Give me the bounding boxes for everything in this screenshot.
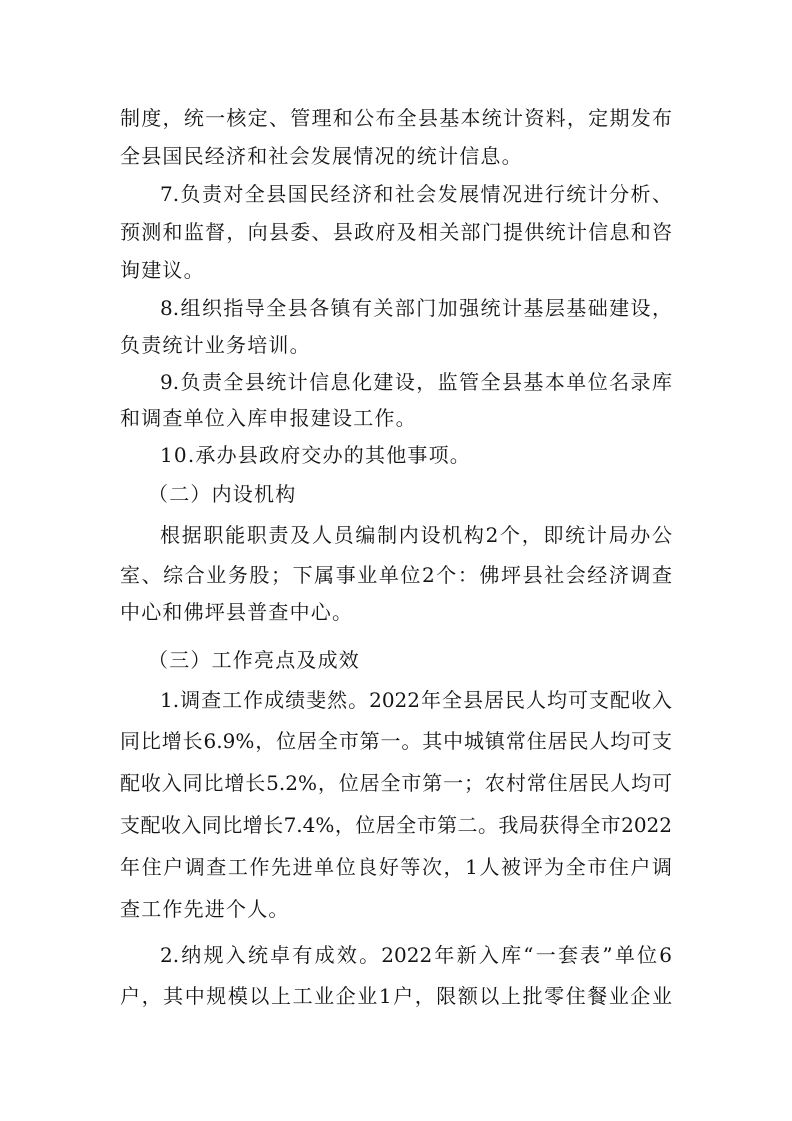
text-line: 负责统计业务培训。 [120, 333, 311, 357]
text-line: 全县国民经济和社会发展情况的统计信息。 [120, 144, 523, 168]
text-line: 配收入同比增长5.2%，位居全市第一；农村常住居民人均可 [120, 771, 672, 795]
text-line: 7.负责对全县国民经济和社会发展情况进行统计分析、 [160, 182, 672, 206]
text-line: 支配收入同比增长7.4%，位居全市第二。我局获得全市2022 [120, 813, 672, 837]
text-line: 询建议。 [120, 258, 205, 282]
section-heading: （二）内设机构 [148, 482, 297, 506]
section-heading: （三）工作亮点及成效 [148, 648, 360, 672]
text-line: 制度，统一核定、管理和公布全县基本统计资料，定期发布 [120, 106, 672, 130]
text-line: 室、综合业务股；下属事业单位2个：佛坪县社会经济调查 [120, 563, 672, 587]
text-line: 同比增长6.9%，位居全市第一。其中城镇常住居民人均可支 [120, 729, 672, 753]
text-line: 预测和监督，向县委、县政府及相关部门提供统计信息和咨 [120, 220, 672, 244]
text-line: 中心和佛坪县普查中心。 [120, 600, 354, 624]
text-line: 和调查单位入库申报建设工作。 [120, 406, 417, 430]
text-line: 8.组织指导全县各镇有关部门加强统计基层基础建设， [160, 296, 672, 320]
text-line: 2.纳规入统卓有成效。2022年新入库“一套表”单位6 [160, 943, 672, 967]
text-line: 9.负责全县统计信息化建设，监管全县基本单位名录库 [160, 370, 672, 394]
text-line: 户，其中规模以上工业企业1户，限额以上批零住餐业企业 [120, 984, 672, 1008]
text-line: 年住户调查工作先进单位良好等次，1人被评为全市住户调 [120, 855, 672, 879]
text-line: 查工作先进个人。 [120, 897, 290, 921]
text-line: 10.承办县政府交办的其他事项。 [160, 443, 472, 467]
text-line: 1.调查工作成绩斐然。2022年全县居民人均可支配收入 [160, 688, 672, 712]
text-line: 根据职能职责及人员编制内设机构2个，即统计局办公 [160, 523, 672, 547]
